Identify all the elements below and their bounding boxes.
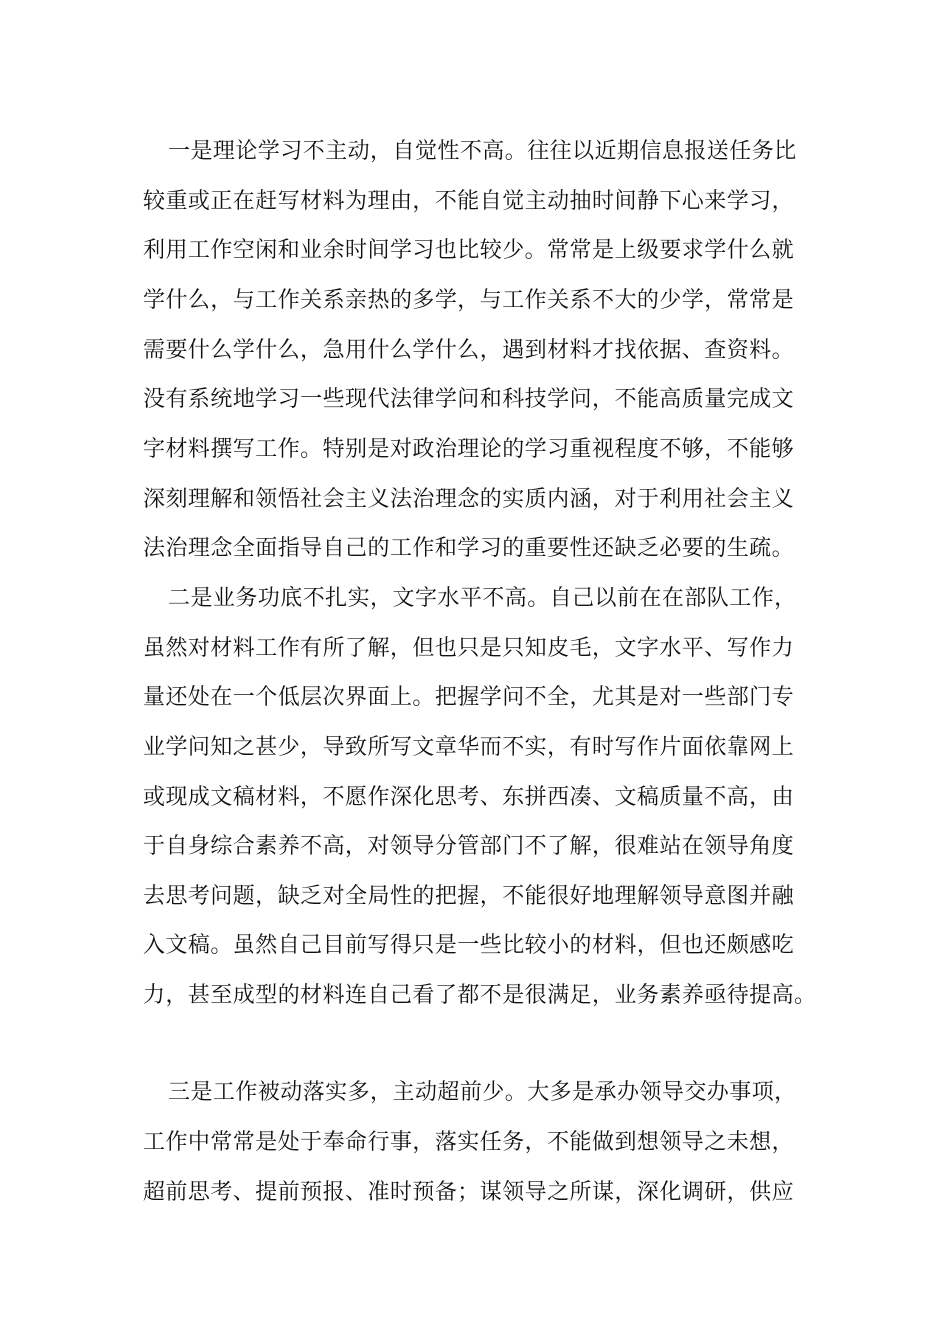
paragraph-1-line-2: 较重或正在赶写材料为理由，不能自觉主动抽时间静下心来学习， [143,189,795,214]
paragraph-1-line-6: 没有系统地学习一些现代法律学问和科技学问，不能高质量完成文 [143,387,795,412]
paragraph-2-line-5: 或现成文稿材料，不愿作深化思考、东拼西凑、文稿质量不高，由 [143,785,795,810]
paragraph-2-line-2: 虽然对材料工作有所了解，但也只是只知皮毛，文字水平、写作力 [143,636,795,661]
paragraph-3-line-3: 超前思考、提前预报、准时预备；谋领导之所谋，深化调研，供应 [143,1180,795,1205]
paragraph-2-line-9: 力，甚至成型的材料连自己看了都不是很满足，业务素养亟待提高。 [143,983,817,1008]
paragraph-2-line-4: 业学问知之甚少，导致所写文章华而不实，有时写作片面依靠网上 [143,735,795,760]
paragraph-2-line-1: 二是业务功底不扎实，文字水平不高。自己以前在在部队工作， [168,586,797,611]
paragraph-1-line-8: 深刻理解和领悟社会主义法治理念的实质内涵，对于利用社会主义 [143,487,795,512]
paragraph-3-line-2: 工作中常常是处于奉命行事，落实任务，不能做到想领导之未想， [143,1130,795,1155]
paragraph-2-line-3: 量还处在一个低层次界面上。把握学问不全，尤其是对一些部门专 [143,685,795,710]
paragraph-1-line-9: 法治理念全面指导自己的工作和学习的重要性还缺乏必要的生疏。 [143,536,795,561]
paragraph-1-line-3: 利用工作空闲和业余时间学习也比较少。常常是上级要求学什么就 [143,238,795,263]
paragraph-2-line-6: 于自身综合素养不高，对领导分管部门不了解，很难站在领导角度 [143,834,795,859]
paragraph-1-line-1: 一是理论学习不主动，自觉性不高。往往以近期信息报送任务比 [168,139,797,164]
paragraph-2-line-8: 入文稿。虽然自己目前写得只是一些比较小的材料，但也还颇感吃 [143,933,795,958]
paragraph-1-line-4: 学什么，与工作关系亲热的多学，与工作关系不大的少学，常常是 [143,288,795,313]
paragraph-3-line-1: 三是工作被动落实多，主动超前少。大多是承办领导交办事项， [168,1080,797,1105]
paragraph-1-line-5: 需要什么学什么，急用什么学什么，遇到材料才找依据、查资料。 [143,338,795,363]
paragraph-2-line-7: 去思考问题，缺乏对全局性的把握，不能很好地理解领导意图并融 [143,884,795,909]
paragraph-1-line-7: 字材料撰写工作。特别是对政治理论的学习重视程度不够，不能够 [143,437,795,462]
